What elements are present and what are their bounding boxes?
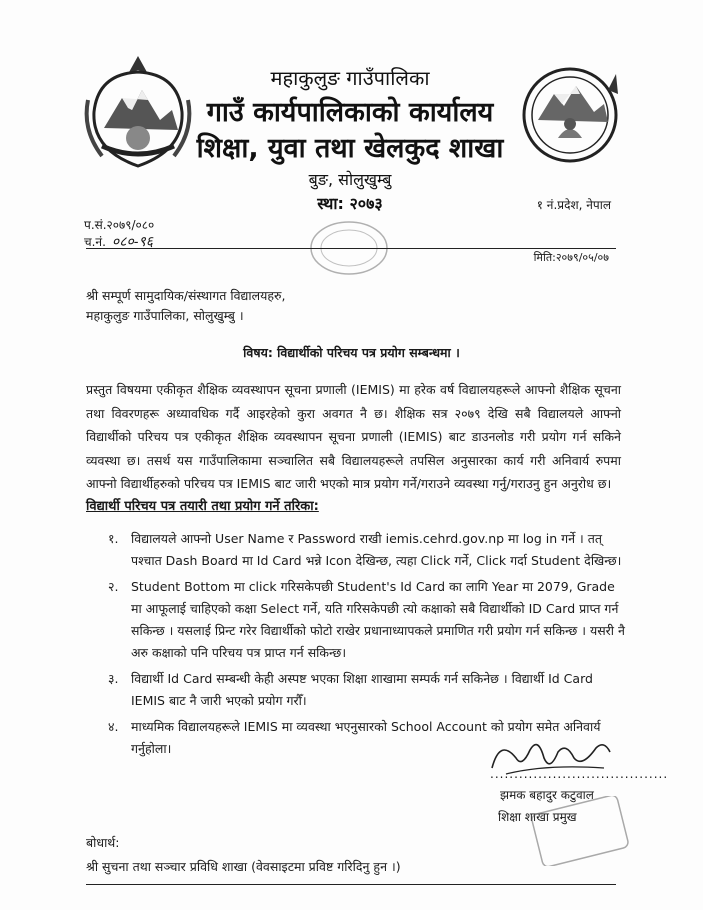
office-location: बुङ, सोलुखुम्बु: [308, 170, 392, 189]
cc-label: बोधार्थ:: [86, 835, 120, 850]
procedure-heading: विद्यार्थी परिचय पत्र तयारी तथा प्रयोग गर्ने तरिका:: [86, 499, 319, 514]
office-name: गाउँ कार्यपालिकाको कार्यालय: [206, 97, 494, 128]
signatory-name: झमक बहादुर कटुवाल: [500, 788, 594, 802]
step-text: Student Bottom मा click गरिसकेपछी Student's Id Card का लागि Year मा 2079, Grade मा आफूलाई चाहिएको कक्षा Select गर्ने, यति गरिसकेपछी त्यो कक्षाको सबै विद्यार्थीको ID Card प्राप्त गर्न सकिन्छ । यसलाई प्रिन्ट गरेर विद्यार्थीको फोटो राखेर प्रधानाध्यापकले प्रमाणित गरी प्रयोग गर्न सकिन्छ । यसरी नै अरु कक्षाको पनि परिचय पत्र प्राप्त गर्न सकिन्छ।: [131, 579, 625, 660]
step-number: ४.: [108, 719, 119, 734]
letter-body: प्रस्तुत विषयमा एकीकृत शैक्षिक व्यवस्थापन सूचना प्रणाली (IEMIS) मा हरेक वर्ष विद्यालयहरूले आफ्नो शैक्षिक सूचना तथा विवरणहरू अध्यावधिक गर्दै आइरहेको कुरा अवगत नै छ। शैक्षिक सत्र २०७९ देखि सबै विद्यालयले आफ्नो विद्यार्थीको परिचय पत्र एकीकृत शैक्षिक व्यवस्थापन सूचना प्रणाली (IEMIS) बाट डाउनलोड गरी प्रयोग गर्न सकिने व्यवस्था छ। तसर्थ यस गाउँपालिकामा सञ्चालित सबै विद्यालयहरूले तपसिल अनुसारका कार्य गरी अनिवार्य रुपमा आफ्नो विद्यार्थीहरुको परिचय पत्र IEMIS बाट जारी भएको मात्र प्रयोग गर्ने/गराउने व्यवस्था गर्नु/गराउनु हुन अनुरोध छ।: [86, 382, 621, 491]
established-year: स्था: २०७३: [317, 194, 383, 213]
list-item: [86, 668, 626, 712]
header-divider: [86, 248, 616, 249]
letter-ps-number: प.सं.२०७९/०८०: [84, 218, 155, 232]
step-number: ३.: [108, 671, 119, 686]
step-number: १.: [108, 531, 119, 546]
list-item: [86, 528, 626, 572]
step-number: २.: [108, 579, 119, 594]
letter-cn-label: च.नं.: [84, 235, 106, 249]
list-item: [86, 576, 626, 664]
step-text: विद्यालयले आफ्नो User Name र Password राखी iemis.cehrd.gov.np मा log in गर्ने । तत् पश्चात Dash Board मा Id Card भन्ने Icon देखिन्छ, त्यहा Click गर्ने, Click गर्दा Student देखिन्छ।: [131, 531, 622, 568]
cc-recipient: श्री सुचना तथा सञ्चार प्रविधि शाखा (वेवसाइटमा प्रविष्ट गरिदिनु हुन ।): [86, 859, 401, 874]
recipient-line-1: श्री सम्पूर्ण सामुदायिक/संस्थागत विद्यालयहरु,: [86, 288, 286, 303]
letter-cn-handwritten: ०८०-९६: [111, 234, 154, 250]
municipality-name: महाकुलुङ गाउँपालिका: [270, 66, 430, 90]
letter-subject: विषय: विद्यार्थीको परिचय पत्र प्रयोग सम्बन्धमा ।: [243, 345, 460, 360]
recipient-line-2: महाकुलुङ गाउँपालिका, सोलुखुम्बु ।: [86, 308, 244, 323]
footer-divider: [86, 884, 616, 885]
official-stamp-icon: [530, 796, 630, 866]
section-name: शिक्षा, युवा तथा खेलकुद शाखा: [196, 133, 504, 164]
letter-date: मिति:२०७९/०५/०७: [533, 251, 609, 264]
signatory-title: शिक्षा शाखा प्रमुख: [498, 810, 577, 824]
province-label: १ नं.प्रदेश, नेपाल: [536, 198, 611, 212]
step-text: विद्यार्थी Id Card सम्बन्धी केही अस्पष्ट भएका शिक्षा शाखामा सम्पर्क गर्न सकिनेछ । विद्यार्थी Id Card IEMIS बाट नै जारी भएको प्रयोग गरौँ।: [131, 671, 593, 708]
step-text: माध्यमिक विद्यालयहरूले IEMIS मा व्यवस्था भएनुसारको School Account को प्रयोग समेत अनिवार्य गर्नुहोला।: [131, 719, 601, 756]
signature-line: .....................................: [490, 767, 669, 781]
